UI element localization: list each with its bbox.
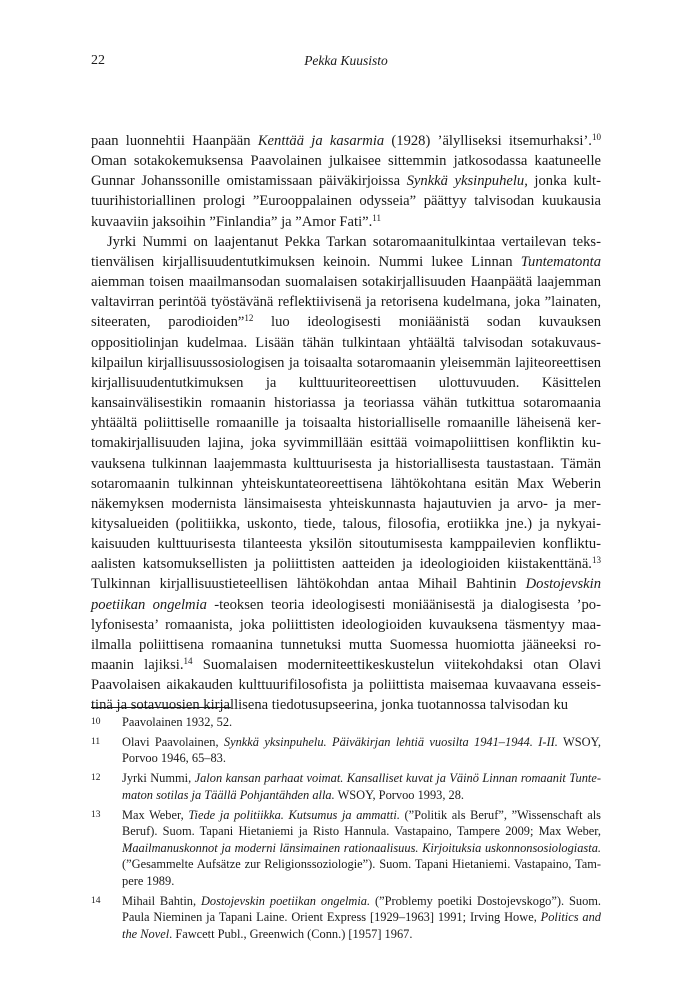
paragraph-1 [91,131,601,232]
footnote-text: Olavi Paavolainen, [122,734,224,749]
footnote-number: 10 [91,717,101,727]
body-text [91,131,601,716]
book-title: Kenttää ja kasarmia [257,133,385,149]
footnote-text: (”Gesammelte Aufsätze zur Religionssoziologie”). Suom. Tapani Hietaniemi. Vastapaino, Tampere 1989. [122,857,601,888]
text-run: Tulkinnan kirjallisuustieteellisen lähtökohdan antaa Mihail Bahtinin [91,576,526,593]
text-run: -teoksen teoria ideologisesti moniäänisestä ja dialogisesta ’polyfonisesta’ romaanista, joka poliittisten ideologioiden kuvauksena täsmentyy maailmalla poliittisena romaanina tunnetuksi mutta Suomessa huomiotta jääneeksi romaanin lajiksi. [91,596,601,674]
footnote-number: 11 [91,736,101,747]
footnote-separator [91,707,231,708]
footnote-11 [91,734,601,767]
text-run: , jonka kulttuurihistoriallinen prologi ”Eurooppalainen odysseia” päättyy talvisodan kuukausia kuvaaviin jaksoihin ”Finlandia” ja ”Amor Fati”. [91,173,601,230]
page-header [91,53,601,75]
cited-title: Synkkä yksinpuhelu. Päiväkirjan lehtiä vuosilta 1941–1944. I-II. [223,734,558,749]
book-title: Dostojevskin poetiikan ongelmia [91,576,601,613]
footnote-text: (”Politik als Beruf”, ”Wissenschaft als Beruf). Suom. Tapani Hietaniemi ja Risto Hannula. Vastapaino, Tampere 2009; Max Weber, [122,807,601,839]
footnote-text: Jyrki Nummi, [122,771,195,786]
footnote-10 [91,714,601,731]
text-run: Jyrki Nummi on laajentanut Pekka Tarkan sotaromaanitulkintaa vertailevan tekstienvälisen kirjallisuudentutkimuksen keinoin. Nummi lukee Linnan [91,233,601,270]
footnote-ref-12[interactable]: 12 [244,313,254,324]
page-number: 22 [91,53,105,68]
footnote-ref-14[interactable]: 14 [183,656,193,667]
text-run: paan luonnehtii Haanpään [91,133,258,149]
text-run: (1928) ’älylliseksi itsemurhaksi’. [384,133,592,149]
footnote-13 [91,807,601,890]
footnote-number: 13 [91,809,101,820]
footnote-ref-13[interactable]: 13 [591,555,601,566]
text-run: Oman sotakokemuksensa Paavolainen julkaisee sittemmin jatkosodassa kaatuneelle Gunnar Johanssonille omistamissaan päiväkirjoissa [91,153,601,190]
footnote-text: . Fawcett Publ., Greenwich (Conn.) [1957] 1967. [169,926,413,941]
footnote-text: Max Weber, [122,807,189,822]
footnote-text: Paavolainen 1932, 52. [122,715,233,729]
text-run: Suomalaisen moderniteettikeskustelun viitekohdaksi otan Olavi Paavolaisen aikakauden kulttuurifilosofista ja poliittista maisemaa kuvaavana esseistinä ja sotavuosien kirjallisena tiedotusupseerina, jonka tuotannossa talvisodan ku [91,657,601,714]
footnotes [91,714,601,946]
footnote-ref-11[interactable]: 11 [372,212,381,223]
cited-title: Dostojevskin poetiikan ongelmia. [200,893,371,908]
cited-title: Politics and the Novel [122,910,601,941]
cited-title: Jalon kansan parhaat voimat. Kansalliset kuvat ja Väinö Linnan romaanit Tuntematon sotilas ja Täällä Pohjantähden alla. [122,771,601,802]
footnote-ref-10[interactable]: 10 [591,132,602,143]
footnote-text: WSOY, Porvoo 1993, 28. [334,787,465,802]
text-run: luo ideologisesti moniäänistä sodan kuvauksen oppositiolinjan kudelmaa. Lisään tähän tulkintaan yhtäältä talvisodan sotakuvauskilpailun kirjallisuussosiologisen ja toisaalta sotaromaanin yleisemmän lajiteoreettisen kirjallisuudentutkimuksen ja kulttuuriteoreettisen ulottuvuuden. Käsittelen kansainvälisestikin romaanin historiassa ja teoriassa vähän tutkittua sotaromaania yhtäältä poliittiselle romaanille ja toisaalta historialliselle romaanille läheisenä kertomakirjallisuuden lajina, joka syvimmillään esittää voimapoliittisen konfliktin kuvauksena tulkinnan laajemmasta kulttuurisesta ja historiallisesta taustastaan. Tämän sotaromaanin tulkinnan yhteiskuntateoreettisena lähtökohtana esitän Max Weberin näkemyksen modernista länsimaisesta yhteiskunnasta hajautuvien ja arvo- ja merkitysalueiden (politiikka, uskonto, tiede, talous, filosofia, erotiikka jne.) ja nykyaikaisuuden kulttuurisesta tilanteesta yksilön sitoutumisesta kamppailevien konfliktuaalisten katsomuksellisten ja poliittisten aatteiden ja ideologioiden kiistakenttänä. [91,314,601,573]
running-head: Pekka Kuusisto [304,53,388,68]
footnote-number: 14 [91,895,101,906]
book-title: Tuntematonta [520,253,601,270]
book-title: Synkkä yksinpuhelu [406,173,525,190]
footnote-number: 12 [91,773,101,784]
cited-title: Tiede ja politiikka. Kutsumus ja ammatti. [188,807,400,822]
footnote-14 [91,893,601,943]
paragraph-2 [91,232,601,716]
footnote-12 [91,770,601,803]
footnote-text: WSOY, Porvoo 1946, 65–83. [122,734,601,766]
footnote-text: Mihail Bahtin, [122,893,201,908]
cited-title: Maailmanuskonnot ja moderni länsimainen rationaalisuus. Kirjoituksia uskonnonsosiologiasta. [122,840,601,855]
text-run: aiemman toisen maailmansodan suomalaisen sotakirjallisuuden Haanpäätä laajemman valtavirran perintöä työstävänä reflektiivisenä ja retorisena kudelmana, joka ”lainaten, siteeraten, parodioiden” [91,274,601,331]
footnote-text: (”Problemy poetiki Dostojevskogo”). Suom. Paula Nieminen ja Tapani Laine. Orient Express [1929–1963] 1991; Irving Howe, [122,893,602,925]
